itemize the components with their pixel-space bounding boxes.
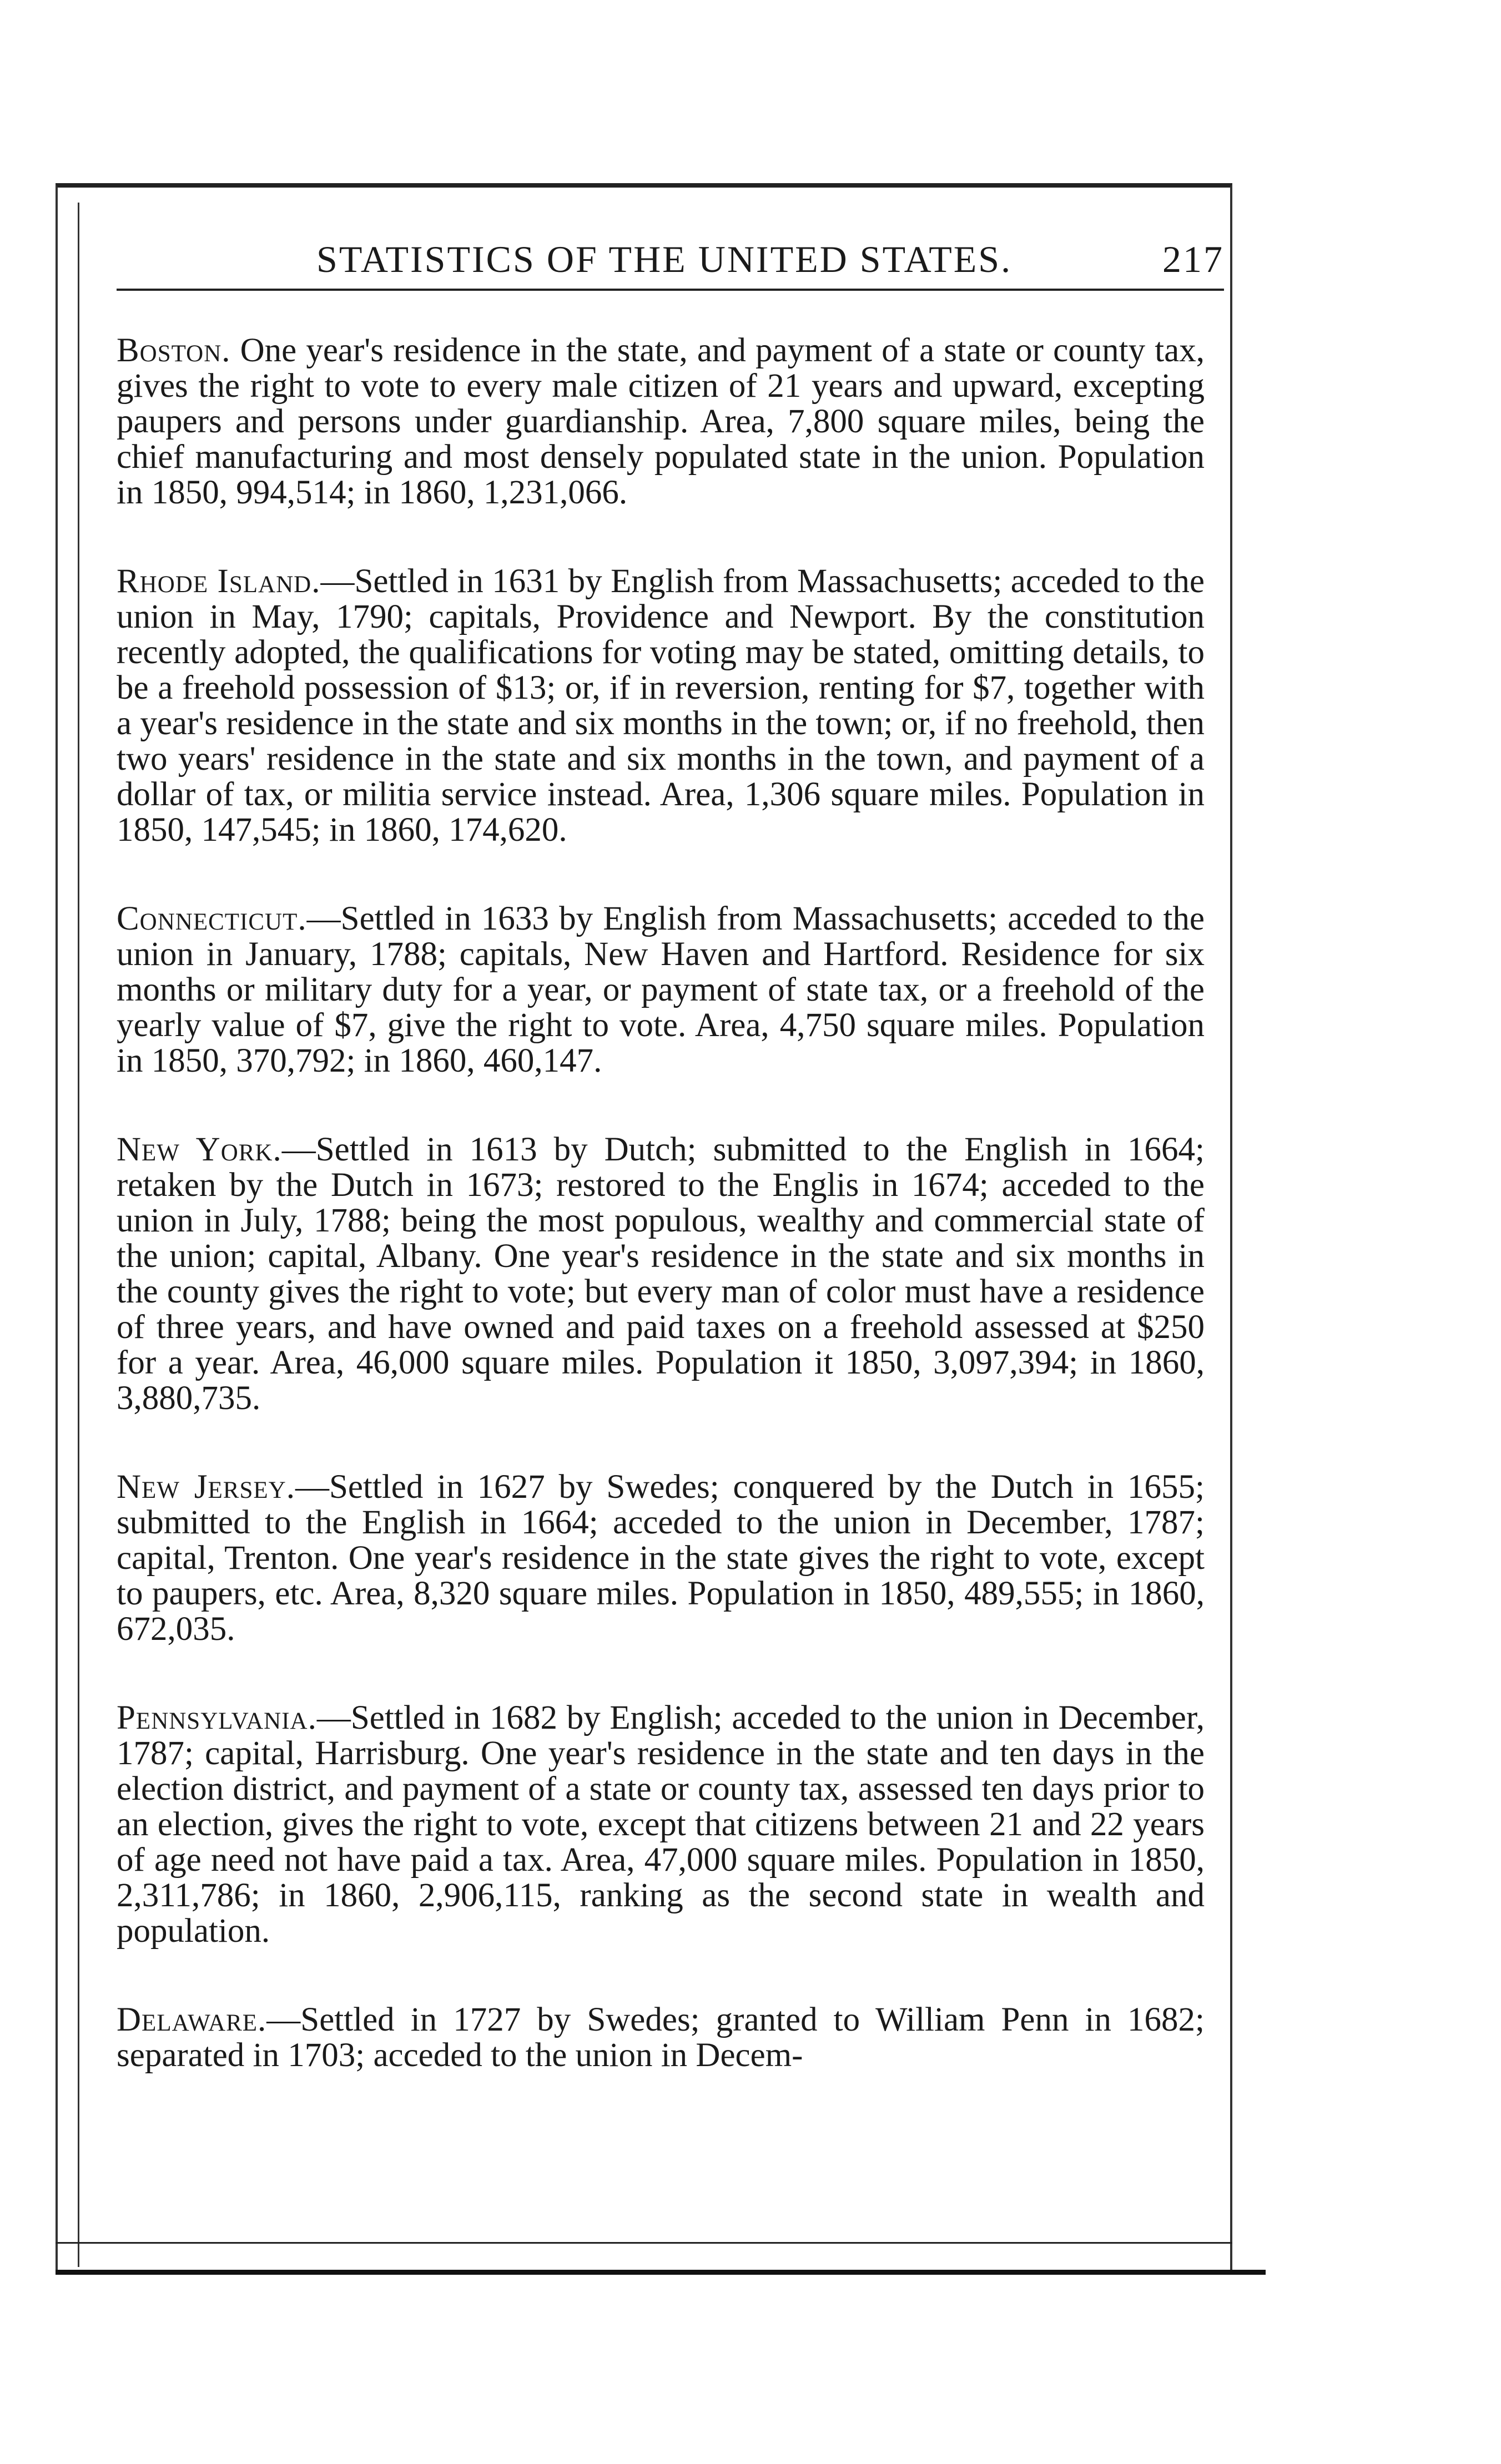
paragraph-lead: Pennsylvania. [117, 1699, 317, 1736]
running-header [117, 238, 1224, 287]
footer-rule-thick [56, 2270, 1266, 2275]
paragraph-lead: Boston. [117, 332, 231, 369]
paragraph-text: —Settled in 1633 by English from Massachusetts; acceded to the union in January, 1788; capitals, New Haven and Hartford. Residence for six months or military duty for a year, or payment of state tax, or a freehold of the yearly value of $7, give the right to vote. Area, 4,750 square miles. Population in 1850, 370,792; in 1860, 460,147. [117, 900, 1205, 1079]
paragraph-rhode-island [117, 564, 1205, 848]
paragraph-lead: Rhode Island. [117, 563, 321, 600]
header-rule [117, 289, 1224, 291]
paragraph-pennsylvania [117, 1700, 1205, 1949]
paragraph-text: One year's residence in the state, and payment of a state or county tax, gives the right to vote to every male citizen of 21 years and upward, excepting paupers and persons under guardianship. Area, 7,800 square miles, being the chief manufacturing and most densely populated state in the union. Population in 1850, 994,514; in 1860, 1,231,066. [117, 332, 1205, 511]
paragraph-lead: New York. [117, 1131, 282, 1168]
page-title: STATISTICS OF THE UNITED STATES. [316, 238, 1013, 280]
paragraph-text: —Settled in 1682 by English; acceded to the union in December, 1787; capital, Harrisburg. One year's residence in the state and ten days in the election district, and payment of a state or county tax, assessed ten days prior to an election, gives the right to vote, except that citizens between 21 and 22 years of age need not have paid a tax. Area, 47,000 square miles. Population in 1850, 2,311,786; in 1860, 2,906,115, ranking as the second state in wealth and population. [117, 1699, 1205, 1950]
page-body [117, 333, 1205, 2127]
paragraph-boston [117, 333, 1205, 511]
paragraph-text: —Settled in 1631 by English from Massachusetts; acceded to the union in May, 1790; capitals, Providence and Newport. By the constitution recently adopted, the qualifications for voting may be stated, omitting details, to be a freehold possession of $13; or, if in reversion, renting for $7, together with a year's residence in the state and six months in the town; or, if no freehold, then two years' residence in the state and six months in the town, and payment of a dollar of tax, or militia service instead. Area, 1,306 square miles. Population in 1850, 147,545; in 1860, 174,620. [117, 563, 1205, 849]
paragraph-lead: New Jersey. [117, 1468, 295, 1506]
paragraph-text: —Settled in 1727 by Swedes; granted to William Penn in 1682; separated in 1703; acceded to the union in Decem- [117, 2001, 1205, 2074]
paragraph-lead: Delaware. [117, 2001, 267, 2038]
footer-rule-thin [56, 2242, 1232, 2244]
paragraph-text: —Settled in 1627 by Swedes; conquered by the Dutch in 1655; submitted to the English in 1664; acceded to the union in December, 1787; capital, Trenton. One year's residence in the state gives the right to vote, except to paupers, etc. Area, 8,320 square miles. Population in 1850, 489,555; in 1860, 672,035. [117, 1468, 1205, 1648]
paragraph-new-jersey [117, 1470, 1205, 1647]
paragraph-new-york [117, 1132, 1205, 1416]
page-number: 217 [1162, 238, 1224, 280]
paragraph-delaware [117, 2002, 1205, 2073]
paragraph-text: —Settled in 1613 by Dutch; submitted to the English in 1664; retaken by the Dutch in 1673; restored to the Englis in 1674; acceded to the union in July, 1788; being the most populous, wealthy and commercial state of the union; capital, Albany. One year's residence in the state and six months in the county gives the right to vote; but every man of color must have a residence of three years, and have owned and paid taxes on a freehold assessed at $250 for a year. Area, 46,000 square miles. Population it 1850, 3,097,394; in 1860, 3,880,735. [117, 1131, 1205, 1417]
paragraph-connecticut [117, 901, 1205, 1079]
paragraph-lead: Connecticut. [117, 900, 307, 937]
